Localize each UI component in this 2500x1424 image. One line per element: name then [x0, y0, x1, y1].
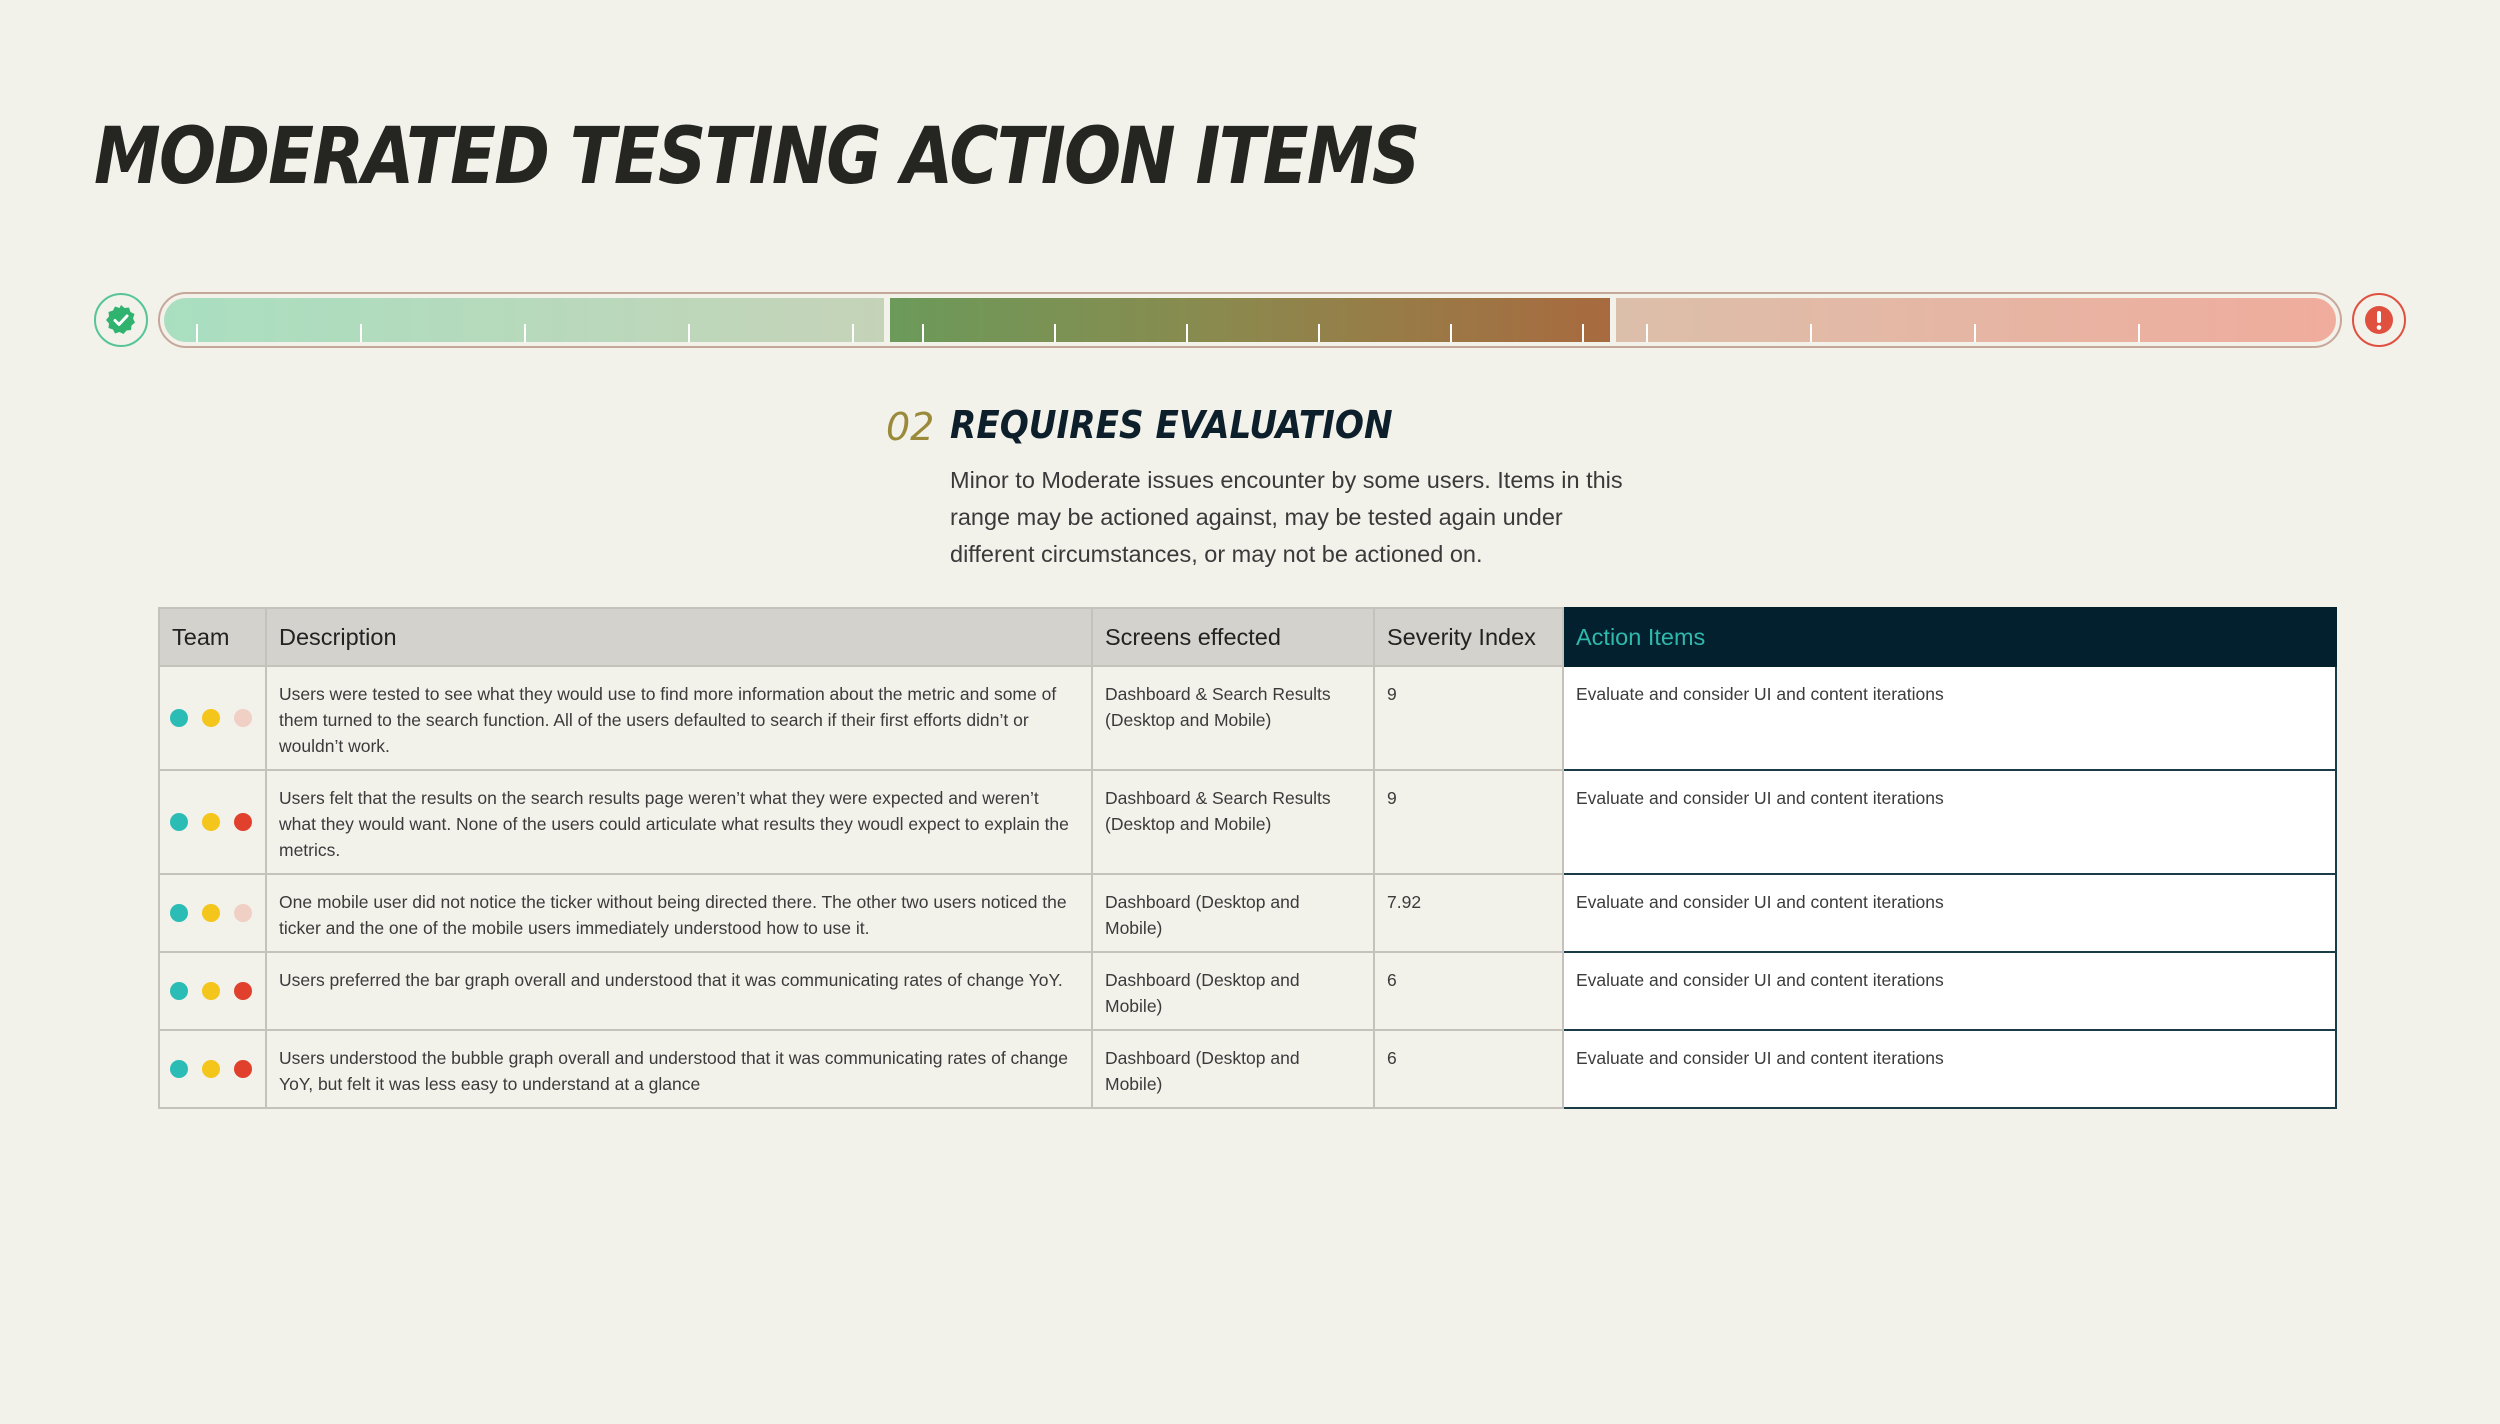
exclamation-icon	[2352, 293, 2406, 347]
team-dot-teal	[170, 709, 188, 727]
header-screens: Screens effected	[1092, 608, 1374, 666]
team-dot-red	[234, 813, 252, 831]
header-severity: Severity Index	[1374, 608, 1563, 666]
level-title: REQUIRES EVALUATION	[950, 403, 1393, 447]
screens-cell: Dashboard (Desktop and Mobile)	[1092, 874, 1374, 952]
team-dot-teal	[170, 813, 188, 831]
description-cell: Users preferred the bar graph overall and understood that it was communicating rates of change YoY.	[266, 952, 1092, 1030]
action-item-cell: Evaluate and consider UI and content iterations	[1563, 1030, 2336, 1108]
team-cell	[159, 1030, 266, 1108]
team-dot-teal	[170, 904, 188, 922]
table-header-row	[159, 608, 2336, 666]
severity-cell: 6	[1374, 1030, 1563, 1108]
team-cell	[159, 666, 266, 770]
severity-scale	[158, 292, 2342, 348]
action-item-cell: Evaluate and consider UI and content iterations	[1563, 874, 2336, 952]
team-dot-yellow	[202, 709, 220, 727]
team-cell	[159, 952, 266, 1030]
severity-cell: 9	[1374, 770, 1563, 874]
screens-cell: Dashboard & Search Results (Desktop and Mobile)	[1092, 666, 1374, 770]
action-items-table	[158, 607, 2337, 1109]
severity-cell: 7.92	[1374, 874, 1563, 952]
action-item-cell: Evaluate and consider UI and content iterations	[1563, 666, 2336, 770]
team-dot-inactive	[234, 904, 252, 922]
scale-segment-medium	[890, 298, 1610, 342]
team-dot-inactive	[234, 709, 252, 727]
header-action-items: Action Items	[1563, 608, 2336, 666]
scale-segment-low	[164, 298, 884, 342]
team-dot-red	[234, 1060, 252, 1078]
team-dot-teal	[170, 982, 188, 1000]
severity-cell: 6	[1374, 952, 1563, 1030]
screens-cell: Dashboard (Desktop and Mobile)	[1092, 952, 1374, 1030]
table-row	[159, 666, 2336, 770]
team-dot-yellow	[202, 813, 220, 831]
header-team: Team	[159, 608, 266, 666]
action-item-cell: Evaluate and consider UI and content iterations	[1563, 952, 2336, 1030]
team-dot-red	[234, 982, 252, 1000]
screens-cell: Dashboard (Desktop and Mobile)	[1092, 1030, 1374, 1108]
team-dot-yellow	[202, 982, 220, 1000]
header-description: Description	[266, 608, 1092, 666]
screens-cell: Dashboard & Search Results (Desktop and Mobile)	[1092, 770, 1374, 874]
team-cell	[159, 874, 266, 952]
action-item-cell: Evaluate and consider UI and content iterations	[1563, 770, 2336, 874]
team-dot-yellow	[202, 1060, 220, 1078]
level-number: 02	[886, 405, 935, 449]
severity-cell: 9	[1374, 666, 1563, 770]
check-badge-icon	[94, 293, 148, 347]
team-dot-teal	[170, 1060, 188, 1078]
description-cell: Users felt that the results on the search results page weren’t what they were expected and weren’t what they would want. None of the users could articulate what results they woudl expect to explain the metrics.	[266, 770, 1092, 874]
team-cell	[159, 770, 266, 874]
description-cell: Users were tested to see what they would use to find more information about the metric and some of them turned to the search function. All of the users defaulted to search if their first efforts didn’t or wouldn’t work.	[266, 666, 1092, 770]
description-cell: Users understood the bubble graph overall and understood that it was communicating rates of change YoY, but felt it was less easy to understand at a glance	[266, 1030, 1092, 1108]
description-cell: One mobile user did not notice the ticker without being directed there. The other two users noticed the ticker and the one of the mobile users immediately understood how to use it.	[266, 874, 1092, 952]
level-description: Minor to Moderate issues encounter by some users. Items in this range may be actioned against, may be tested again under different circumstances, or may not be actioned on.	[950, 467, 1623, 567]
table-row	[159, 952, 2336, 1030]
table-row	[159, 770, 2336, 874]
page-title: MODERATED TESTING ACTION ITEMS	[94, 112, 1419, 202]
table-row	[159, 874, 2336, 952]
team-dot-yellow	[202, 904, 220, 922]
scale-segment-high	[1616, 298, 2336, 342]
table-row	[159, 1030, 2336, 1108]
